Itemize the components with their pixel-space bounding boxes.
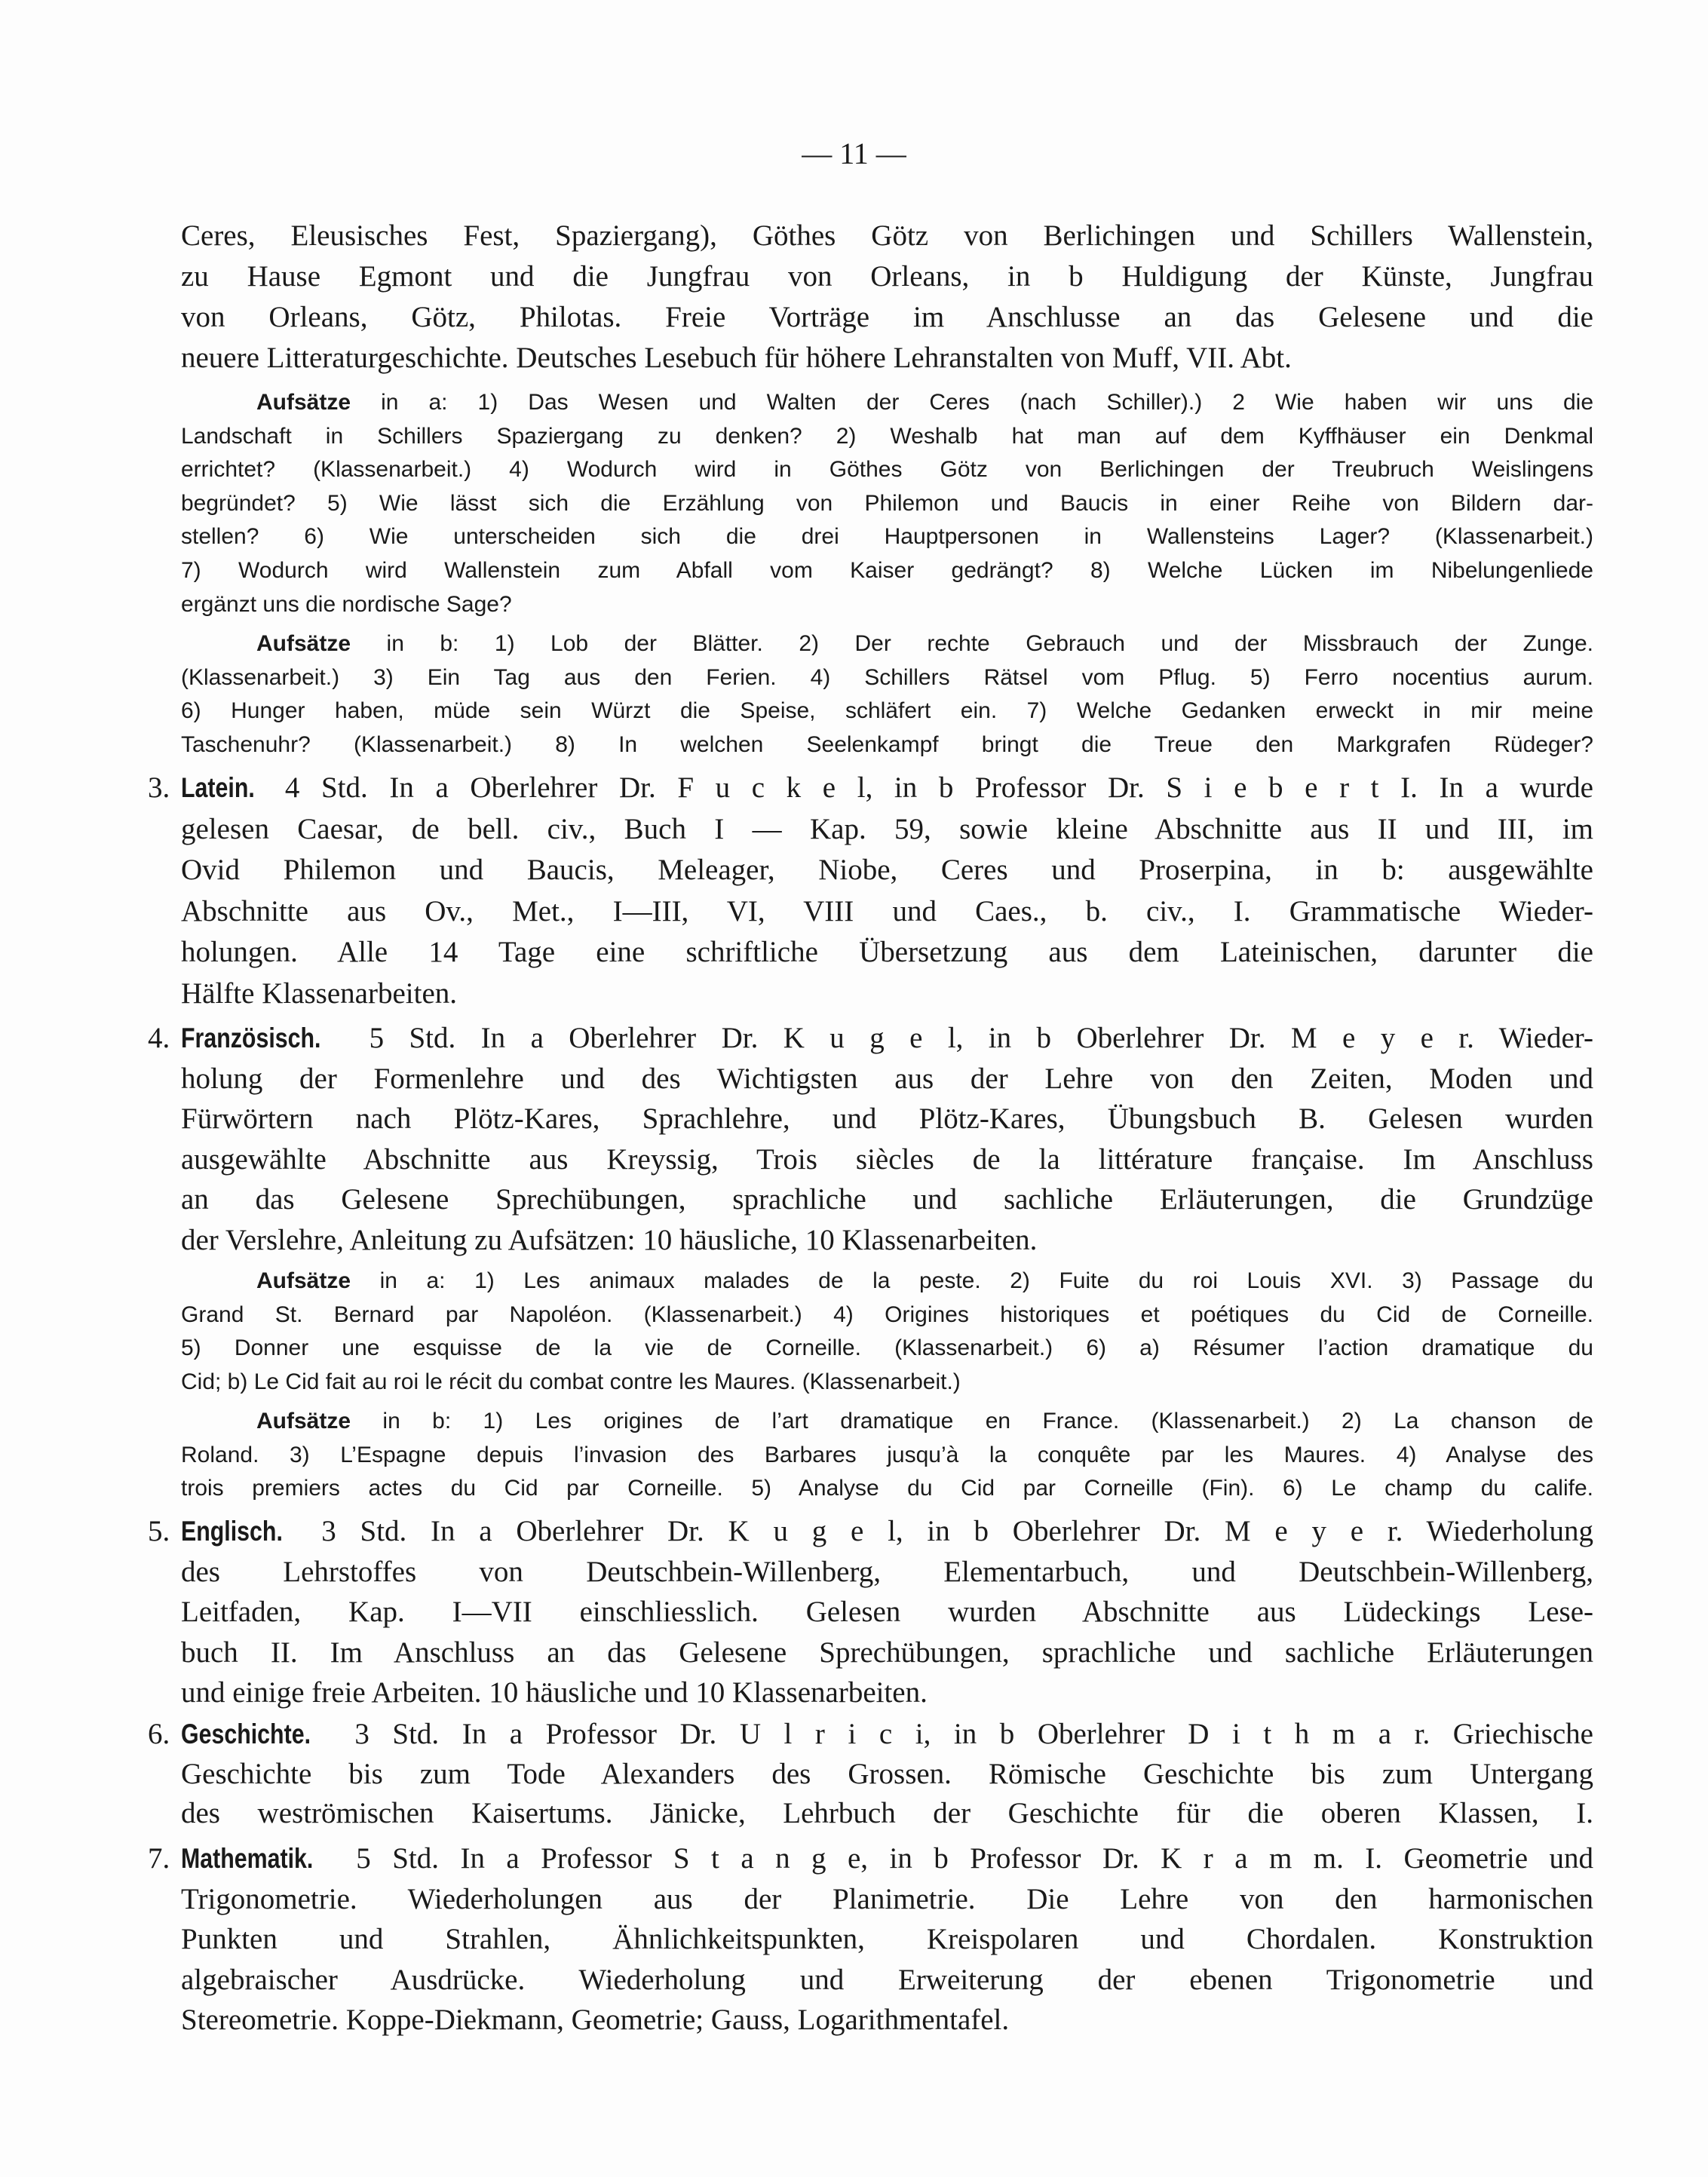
text-line xyxy=(181,1366,1593,1400)
text-line xyxy=(148,768,1593,809)
section-title: Englisch. xyxy=(181,1516,283,1547)
line-text: ausgewählte Abschnitte aus Kreyssig, Trois siècles de la littérature française. Im Anschluss xyxy=(181,1142,1593,1176)
section-number: 4. xyxy=(148,1022,170,1054)
line-text: 7) Wodurch wird Wallenstein zum Abfall vom Kaiser gedrängt? 8) Welche Lücken im Nibelungenliede xyxy=(181,557,1593,583)
line-text: Ceres, Eleusisches Fest, Spaziergang), Göthes Götz von Berlichingen und Schillers Wallenstein, xyxy=(181,219,1593,252)
text-line xyxy=(181,1673,1593,1713)
line-text: 4 Std. In a Oberlehrer Dr. F u c k e l, in b Professor Dr. S i e b e r t I. In a wurde xyxy=(284,771,1593,804)
text-line xyxy=(181,1960,1593,2001)
text-line xyxy=(181,554,1593,588)
text-line xyxy=(181,661,1593,695)
line-text: Roland. 3) L’Espagne depuis l’invasion des Barbares jusqu’à la conquête par les Maures. 4) Analyse des xyxy=(181,1442,1593,1467)
section-number: 5. xyxy=(148,1515,170,1547)
line-text: Grand St. Bernard par Napoléon. (Klassenarbeit.) 4) Origines historiques et poétiques du Cid de Corneille. xyxy=(181,1302,1593,1327)
line-text: Geschichte bis zum Tode Alexanders des Grossen. Römische Geschichte bis zum Untergang xyxy=(181,1757,1593,1790)
line-text: algebraischer Ausdrücke. Wiederholung und Erweiterung der ebenen Trigonometrie und xyxy=(181,1963,1593,1996)
text-line xyxy=(181,694,1593,728)
text-line xyxy=(181,891,1593,933)
line-text: Trigonometrie. Wiederholungen aus der Planimetrie. Die Lehre von den harmonischen xyxy=(181,1882,1593,1915)
line-text: Taschenuhr? (Klassenarbeit.) 8) In welchen Seelenkampf bringt die Treue den Markgrafen Rüdeger? xyxy=(181,731,1593,757)
text-line xyxy=(181,1405,1593,1439)
line-text: in a: 1) Das Wesen und Walten der Ceres (nach Schiller).) 2 Wie haben wir uns die xyxy=(381,390,1593,415)
text-line xyxy=(181,1592,1593,1633)
line-text: gelesen Caesar, de bell. civ., Buch I — Kap. 59, sowie kleine Abschnitte aus II und III, im xyxy=(181,812,1593,845)
section-title: Französisch. xyxy=(181,1023,321,1053)
text-line xyxy=(181,588,1593,622)
text-line xyxy=(148,1838,1593,1879)
line-text: Landschaft in Schillers Spaziergang zu denken? 2) Weshalb hat man auf dem Kyffhäuser ein Denkmal xyxy=(181,423,1593,449)
line-text: Hälfte Klassenarbeiten. xyxy=(181,977,458,1010)
line-text: des weströmischen Kaisertums. Jänicke, Lehrbuch der Geschichte für die oberen Klassen, I. xyxy=(181,1797,1593,1829)
line-text: neuere Litteraturgeschichte. Deutsches Lesebuch für höhere Lehranstalten von Muff, VII. Abt. xyxy=(181,342,1292,374)
line-text: holungen. Alle 14 Tage eine schriftliche Übersetzung aus dem Lateinischen, darunter die xyxy=(181,936,1593,968)
line-text: Punkten und Strahlen, Ähnlichkeitspunkten, Kreispolaren und Chordalen. Konstruktion xyxy=(181,1923,1593,1955)
text-line xyxy=(181,627,1593,661)
text-line xyxy=(181,1633,1593,1673)
line-text: der Verslehre, Anleitung zu Aufsätzen: 10 häusliche, 10 Klassenarbeiten. xyxy=(181,1223,1038,1256)
text-line xyxy=(181,850,1593,891)
text-line xyxy=(181,1755,1593,1795)
text-line xyxy=(181,974,1593,1015)
section-franzsisch xyxy=(148,1018,1593,1260)
line-text: des Lehrstoffes von Deutschbein-Willenberg, Elementarbuch, und Deutschbein-Willenberg, xyxy=(181,1555,1593,1588)
line-text: in b: 1) Les origines de l’art dramatique en France. (Klassenarbeit.) 2) La chanson de xyxy=(382,1409,1593,1433)
section-geschichte xyxy=(148,1715,1593,1834)
text-line xyxy=(181,1794,1593,1834)
section-number: 6. xyxy=(148,1718,170,1750)
line-text: 5) Donner une esquisse de la vie de Corneille. (Klassenarbeit.) 6) a) Résumer l’action dramatique du xyxy=(181,1335,1593,1360)
line-text: Leitfaden, Kap. I—VII einschliesslich. Gelesen wurden Abschnitte aus Lüdeckings Lese- xyxy=(181,1596,1593,1628)
text-line xyxy=(148,1018,1593,1059)
line-text: Ovid Philemon und Baucis, Meleager, Niobe, Ceres und Proserpina, in b: ausgewählte xyxy=(181,854,1593,886)
line-text: zu Hause Egmont und die Jungfrau von Orleans, in b Huldigung der Künste, Jungfrau xyxy=(181,260,1593,293)
line-text: in b: 1) Lob der Blätter. 2) Der rechte Gebrauch und der Missbrauch der Zunge. xyxy=(386,631,1593,656)
line-text: stellen? 6) Wie unterscheiden sich die drei Hauptpersonen in Wallensteins Lager? (Klassenarbeit.) xyxy=(181,524,1593,550)
text-line xyxy=(181,1879,1593,1920)
line-text: errichtet? (Klassenarbeit.) 4) Wodurch wird in Göthes Götz von Berlichingen der Treubruch Weislingens xyxy=(181,457,1593,483)
text-line xyxy=(181,1139,1593,1180)
text-line xyxy=(181,809,1593,851)
text-line xyxy=(181,1472,1593,1506)
section-title: Latein. xyxy=(181,772,255,803)
text-line xyxy=(181,1332,1593,1366)
line-text: Cid; b) Le Cid fait au roi le récit du combat contre les Maures. (Klassenarbeit.) xyxy=(181,1369,961,1394)
text-line xyxy=(181,297,1593,338)
text-line xyxy=(181,520,1593,554)
text-line xyxy=(181,420,1593,454)
text-line xyxy=(148,1715,1593,1755)
section-title: Geschichte. xyxy=(181,1719,311,1749)
text-line xyxy=(181,256,1593,297)
line-text: begründet? 5) Wie lässt sich die Erzählung von Philemon und Baucis in einer Reihe von Bildern dar- xyxy=(181,490,1593,516)
text-line xyxy=(181,1552,1593,1593)
line-text: 6) Hunger haben, müde sein Würzt die Speise, schläfert ein. 7) Welche Gedanken erweckt in mir meine xyxy=(181,698,1593,724)
line-text: trois premiers actes du Cid par Corneille. 5) Analyse du Cid par Corneille (Fin). 6) Le champ du calife. xyxy=(181,1476,1593,1501)
line-text: an das Gelesene Sprechübungen, sprachliche und sachliche Erläuterungen, die Grundzüge xyxy=(181,1183,1593,1216)
essay-label: Aufsätze xyxy=(256,1409,351,1433)
line-text: holung der Formenlehre und des Wichtigsten aus der Lehre von den Zeiten, Moden und xyxy=(181,1062,1593,1095)
line-text: Abschnitte aus Ov., Met., I—III, VI, VIII und Caes., b. civ., I. Grammatische Wieder- xyxy=(181,894,1593,928)
text-line xyxy=(181,487,1593,521)
page-number: — 11 — xyxy=(802,136,906,170)
essay-label: Aufsätze xyxy=(256,631,351,656)
section-title: Mathematik. xyxy=(181,1843,314,1874)
text-line xyxy=(181,1299,1593,1332)
text-line xyxy=(181,728,1593,762)
essay-list xyxy=(181,1405,1593,1506)
text-line xyxy=(181,1265,1593,1299)
text-line xyxy=(181,338,1593,379)
section-mathematik xyxy=(148,1838,1593,2041)
text-line xyxy=(181,1099,1593,1139)
line-text: Fürwörtern nach Plötz-Kares, Sprachlehre, und Plötz-Kares, Übungsbuch B. Gelesen wurden xyxy=(181,1102,1593,1135)
section-number: 7. xyxy=(148,1842,170,1875)
line-text: in a: 1) Les animaux malades de la peste. 2) Fuite du roi Louis XVI. 3) Passage du xyxy=(379,1268,1593,1293)
text-line xyxy=(148,1511,1593,1552)
text-line xyxy=(181,932,1593,974)
text-line xyxy=(181,1919,1593,1960)
essay-label: Aufsätze xyxy=(256,390,351,415)
text-line xyxy=(181,1179,1593,1220)
section-latein xyxy=(148,768,1593,1014)
line-text: und einige freie Arbeiten. 10 häusliche und 10 Klassenarbeiten. xyxy=(181,1676,928,1709)
text-line xyxy=(181,1059,1593,1099)
line-text: (Klassenarbeit.) 3) Ein Tag aus den Ferien. 4) Schillers Rätsel vom Pflug. 5) Ferro nocentius aurum. xyxy=(181,664,1593,690)
line-text: Stereometrie. Koppe-Diekmann, Geometrie; Gauss, Logarithmentafel. xyxy=(181,2004,1010,2036)
text-line xyxy=(181,1220,1593,1261)
essay-list xyxy=(181,386,1593,621)
essay-list xyxy=(181,627,1593,762)
essay-list xyxy=(181,1265,1593,1399)
line-text: von Orleans, Götz, Philotas. Freie Vorträge im Anschlusse an das Gelesene und die xyxy=(181,301,1593,333)
text-line xyxy=(181,216,1593,256)
line-text: 5 Std. In a Oberlehrer Dr. K u g e l, in b Oberlehrer Dr. M e y e r. Wieder- xyxy=(369,1022,1593,1054)
section-number: 3. xyxy=(148,771,170,804)
line-text: 5 Std. In a Professor S t a n g e, in b Professor Dr. K r a m m. I. Geometrie und xyxy=(356,1842,1593,1875)
line-text: 3 Std. In a Oberlehrer Dr. K u g e l, in b Oberlehrer Dr. M e y e r. Wiederholung xyxy=(321,1515,1593,1547)
line-text: ergänzt uns die nordische Sage? xyxy=(181,591,512,617)
paragraph xyxy=(181,216,1593,379)
text-line xyxy=(181,2000,1593,2041)
section-englisch xyxy=(148,1511,1593,1713)
essay-label: Aufsätze xyxy=(256,1268,351,1293)
text-line xyxy=(181,453,1593,487)
line-text: buch II. Im Anschluss an das Gelesene Sprechübungen, sprachliche und sachliche Erläuterungen xyxy=(181,1636,1593,1669)
line-text: 3 Std. In a Professor Dr. U l r i c i, in b Oberlehrer D i t h m a r. Griechische xyxy=(354,1718,1593,1750)
text-line xyxy=(181,1439,1593,1473)
text-line xyxy=(181,386,1593,420)
